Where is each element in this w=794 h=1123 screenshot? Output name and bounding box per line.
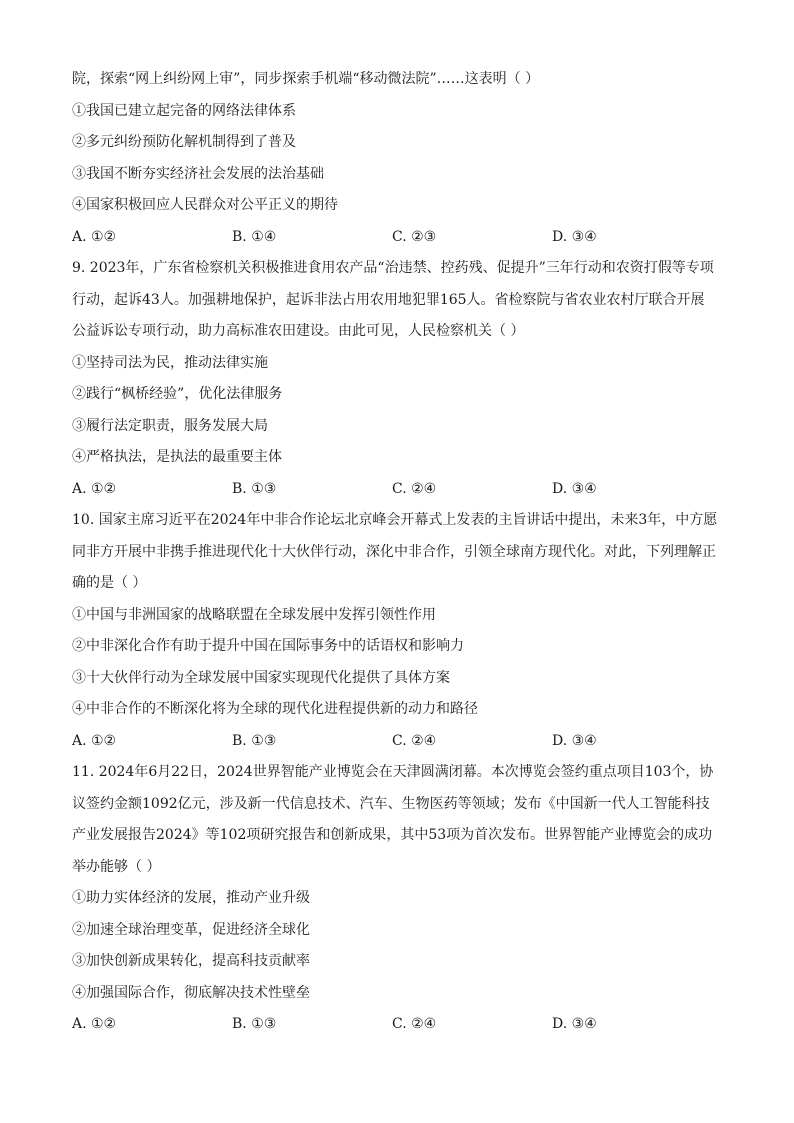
question-10-stem-line-2: 同非方开展中非携手推进现代化十大伙伴行动，深化中非合作，引领全球南方现代化。对此，下列理解正 (72, 543, 716, 560)
option-a: A. ①② (72, 480, 117, 497)
question-9-item-4: ④严格执法，是执法的最重要主体 (72, 449, 282, 465)
question-9-item-1: ①坚持司法为民，推动法律实施 (72, 354, 268, 371)
question-9-stem-line-1: 9. 2023年，广东省检察机关积极推进食用农产品“治违禁、控药残、促提升”三年行动和农资打假等专项 (72, 260, 714, 276)
question-8-stem: 院，探索“网上纠纷网上审”，同步探索手机端“移动微法院”……这表明（ ） (72, 71, 540, 87)
option-b: B. ①③ (232, 732, 277, 749)
question-9-stem-line-3: 公益诉讼专项行动，助力高标准农田建设。由此可见，人民检察机关（ ） (72, 323, 525, 339)
question-11-stem-line-2: 议签约金额1092亿元，涉及新一代信息技术、汽车、生物医药等领域；发布《中国新一代人工智能科技 (72, 795, 710, 812)
question-11-stem-line-4: 举办能够（ ） (72, 858, 161, 875)
question-11-item-4: ④加强国际合作，彻底解决技术性壁垒 (72, 984, 310, 1001)
option-c: C. ②④ (392, 732, 437, 749)
question-10-options (72, 726, 724, 758)
option-c: C. ②④ (392, 480, 437, 497)
option-c: C. ②④ (392, 1016, 437, 1032)
question-8 (72, 64, 724, 253)
question-11-item-3: ③加快创新成果转化，提高科技贡献率 (72, 953, 310, 969)
option-a: A. ①② (72, 228, 117, 245)
option-c: C. ②③ (392, 228, 437, 245)
option-d: D. ③④ (552, 1016, 597, 1032)
question-11-item-2: ②加速全球治理变革，促进经济全球化 (72, 921, 310, 938)
question-8-options (72, 222, 724, 254)
option-d: D. ③④ (552, 732, 597, 749)
option-b: B. ①④ (232, 228, 277, 245)
question-11 (72, 757, 724, 1041)
question-11-item-1: ①助力实体经济的发展，推动产业升级 (72, 890, 310, 906)
question-10-stem-line-1: 10. 国家主席习近平在2024年中非合作论坛北京峰会开幕式上发表的主旨讲话中提出，未来3年，中方愿 (72, 512, 718, 528)
option-d: D. ③④ (552, 228, 597, 245)
question-8-item-4: ④国家积极回应人民群众对公平正义的期待 (72, 197, 338, 213)
question-9-stem-line-2: 行动，起诉43人。加强耕地保护，起诉非法占用农用地犯罪165人。省检察院与省农业农村厅联合开展 (72, 291, 705, 308)
option-b: B. ①③ (232, 1016, 277, 1032)
question-9-item-2: ②践行“枫桥经验”，优化法律服务 (72, 386, 283, 402)
option-a: A. ①② (72, 732, 117, 749)
question-9 (72, 253, 724, 505)
option-b: B. ①③ (232, 480, 277, 497)
question-9-options (72, 474, 724, 506)
question-8-item-1: ①我国已建立起完备的网络法律体系 (72, 102, 296, 119)
question-8-item-3: ③我国不断夯实经济社会发展的法治基础 (72, 165, 324, 182)
question-11-stem-line-3: 产业发展报告2024》等102项研究报告和创新成果，其中53项为首次发布。世界智能产业博览会的成功 (72, 827, 713, 843)
option-a: A. ①② (72, 1016, 117, 1032)
question-11-stem-line-1: 11. 2024年6月22日，2024世界智能产业博览会在天津圆满闭幕。本次博览会签约重点项目103个，协 (72, 764, 714, 780)
option-d: D. ③④ (552, 480, 597, 497)
question-8-item-2: ②多元纠纷预防化解机制得到了普及 (72, 134, 296, 150)
question-10-stem-line-3: 确的是（ ） (72, 575, 147, 591)
question-10 (72, 505, 724, 757)
question-10-item-2: ②中非深化合作有助于提升中国在国际事务中的话语权和影响力 (72, 638, 464, 654)
question-10-item-3: ③十大伙伴行动为全球发展中国家实现现代化提供了具体方案 (72, 669, 450, 686)
question-10-item-4: ④中非合作的不断深化将为全球的现代化进程提供新的动力和路径 (72, 701, 478, 717)
question-11-options (72, 1009, 724, 1041)
question-9-item-3: ③履行法定职责，服务发展大局 (72, 417, 268, 434)
question-10-item-1: ①中国与非洲国家的战略联盟在全球发展中发挥引领性作用 (72, 606, 436, 623)
